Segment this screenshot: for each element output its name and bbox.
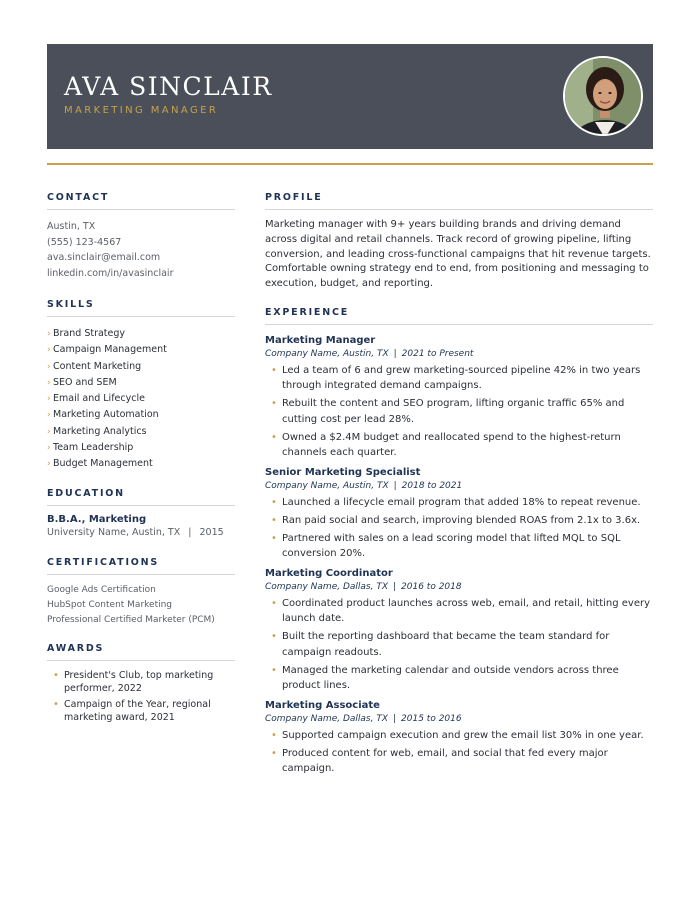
award-item: • Campaign of the Year, regional marketing award, 2021: [53, 698, 211, 723]
job-bullet: • Ran paid social and search, improving blended ROAS from 2.1x to 3.6x.: [265, 513, 653, 529]
bullet-dot-icon: •: [271, 664, 277, 676]
contact-phone[interactable]: (555) 123-4567: [47, 236, 122, 248]
separator: |: [188, 526, 192, 538]
job-bullet: • Coordinated product launches across web, email, and retail, hitting every launch date.: [271, 597, 651, 625]
chevron-right-icon: ›: [47, 426, 51, 437]
certification-item: HubSpot Content Marketing: [47, 599, 173, 610]
skills-section: [47, 299, 235, 473]
chevron-right-icon: ›: [47, 345, 51, 356]
job-bullet: • Supported campaign execution and grew the email list 30% in one year.: [265, 728, 653, 744]
chevron-right-icon: ›: [47, 361, 51, 372]
certifications-heading: CERTIFICATIONS: [47, 557, 235, 575]
job-entry: [265, 335, 653, 461]
experience-section: [265, 307, 653, 777]
job-bullet: • Launched a lifecycle email program that added 18% to repeat revenue.: [265, 495, 653, 511]
chevron-right-icon: ›: [47, 329, 51, 339]
skill-item: › Budget Management: [47, 456, 235, 472]
job-bullet: • Rebuilt the content and SEO program, lifting organic traffic 65% and cutting cost per lead 28%.: [271, 398, 625, 425]
bullet-dot-icon: •: [271, 532, 277, 544]
job-title: Marketing Associate: [265, 699, 380, 711]
skill-item: › Email and Lifecycle: [47, 391, 235, 407]
award-item: • President's Club, top marketing performer, 2022: [53, 669, 214, 694]
certification-item: Professional Certified Marketer (PCM): [47, 614, 215, 625]
bullet-dot-icon: •: [271, 496, 277, 508]
profile-section: [265, 192, 653, 292]
candidate-title: MARKETING MANAGER: [64, 105, 219, 116]
chevron-right-icon: ›: [47, 410, 51, 421]
sidebar-column: [47, 192, 235, 727]
contact-linkedin[interactable]: linkedin.com/in/avasinclair: [47, 267, 174, 279]
job-entry: [265, 568, 653, 694]
candidate-name: AVA SINCLAIR: [64, 72, 273, 101]
contact-heading: CONTACT: [47, 192, 235, 210]
education-section: [47, 488, 235, 538]
contact-location: Austin, TX: [47, 221, 96, 232]
certifications-section: [47, 557, 235, 628]
awards-section: [47, 643, 235, 724]
bullet-dot-icon: •: [271, 631, 277, 643]
main-column: [265, 192, 653, 779]
bullet-dot-icon: •: [271, 597, 277, 609]
education-year: 2015: [199, 526, 224, 538]
chevron-right-icon: ›: [47, 459, 51, 470]
skill-item: › SEO and SEM: [47, 375, 235, 391]
bullet-dot-icon: •: [271, 747, 277, 759]
job-bullet: • Partnered with sales on a lead scoring model that lifted MQL to SQL conversion 20%.: [271, 532, 621, 560]
education-school: University Name, Austin, TX: [47, 526, 181, 538]
awards-heading: AWARDS: [47, 643, 235, 661]
bullet-dot-icon: •: [271, 398, 277, 410]
bullet-dot-icon: •: [271, 364, 277, 376]
skill-item: › Marketing Analytics: [47, 424, 235, 440]
skill-item: › Content Marketing: [47, 359, 235, 375]
bullet-dot-icon: •: [271, 729, 277, 741]
chevron-right-icon: ›: [47, 394, 51, 405]
job-entry: [265, 700, 653, 777]
bullet-dot-icon: •: [271, 431, 277, 443]
profile-heading: PROFILE: [265, 192, 653, 210]
contact-section: [47, 192, 235, 281]
education-heading: EDUCATION: [47, 488, 235, 506]
job-title: Senior Marketing Specialist: [265, 466, 421, 478]
certification-item: Google Ads Certification: [47, 584, 156, 595]
skills-heading: SKILLS: [47, 299, 235, 317]
education-details: [47, 527, 235, 538]
bullet-dot-icon: •: [53, 669, 59, 681]
skill-item: › Team Leadership: [47, 440, 235, 456]
job-title: Marketing Coordinator: [265, 567, 393, 579]
profile-photo: [563, 56, 643, 136]
profile-summary: Marketing manager with 9+ years building brands and driving demand across digital and retail channels. Track record of growing pipeline, lifting conversion, and leading cross-functional campaigns that hit revenue targets. Comfortable owning strategy end to end, from positioning and messaging to execution, budget, and reporting.: [265, 219, 651, 290]
job-bullet: • Managed the marketing calendar and outside vendors across three product lines.: [271, 664, 619, 692]
skill-item: › Brand Strategy: [47, 326, 235, 342]
bullet-dot-icon: •: [53, 698, 59, 710]
skill-item: › Campaign Management: [47, 342, 235, 358]
job-meta: Company Name, Dallas, TX | 2016 to 2018: [265, 581, 462, 592]
job-title: Marketing Manager: [265, 334, 376, 346]
job-meta: Company Name, Austin, TX | 2021 to Present: [265, 348, 474, 359]
skills-list: [47, 326, 235, 473]
job-meta: Company Name, Austin, TX | 2018 to 2021: [265, 480, 463, 491]
job-bullet: • Led a team of 6 and grew marketing-sourced pipeline 42% in two years through integrated demand campaigns.: [271, 364, 641, 392]
resume-header: [47, 44, 653, 149]
job-meta: Company Name, Dallas, TX | 2015 to 2016: [265, 713, 462, 724]
bullet-dot-icon: •: [271, 514, 277, 526]
skill-item: › Marketing Automation: [47, 407, 235, 423]
experience-heading: EXPERIENCE: [265, 307, 653, 325]
portrait-image: [565, 58, 643, 136]
chevron-right-icon: ›: [47, 443, 51, 454]
education-degree: B.B.A., Marketing: [47, 513, 147, 525]
job-bullet: • Built the reporting dashboard that became the team standard for campaign readouts.: [271, 631, 610, 658]
contact-email[interactable]: ava.sinclair@email.com: [47, 252, 161, 263]
job-bullet: • Produced content for web, email, and social that fed every major campaign.: [271, 747, 608, 775]
job-bullet: • Owned a $2.4M budget and reallocated spend to the highest-return channels each quarter.: [271, 431, 621, 459]
job-entry: [265, 467, 653, 562]
chevron-right-icon: ›: [47, 377, 51, 388]
header-divider: [47, 163, 653, 165]
